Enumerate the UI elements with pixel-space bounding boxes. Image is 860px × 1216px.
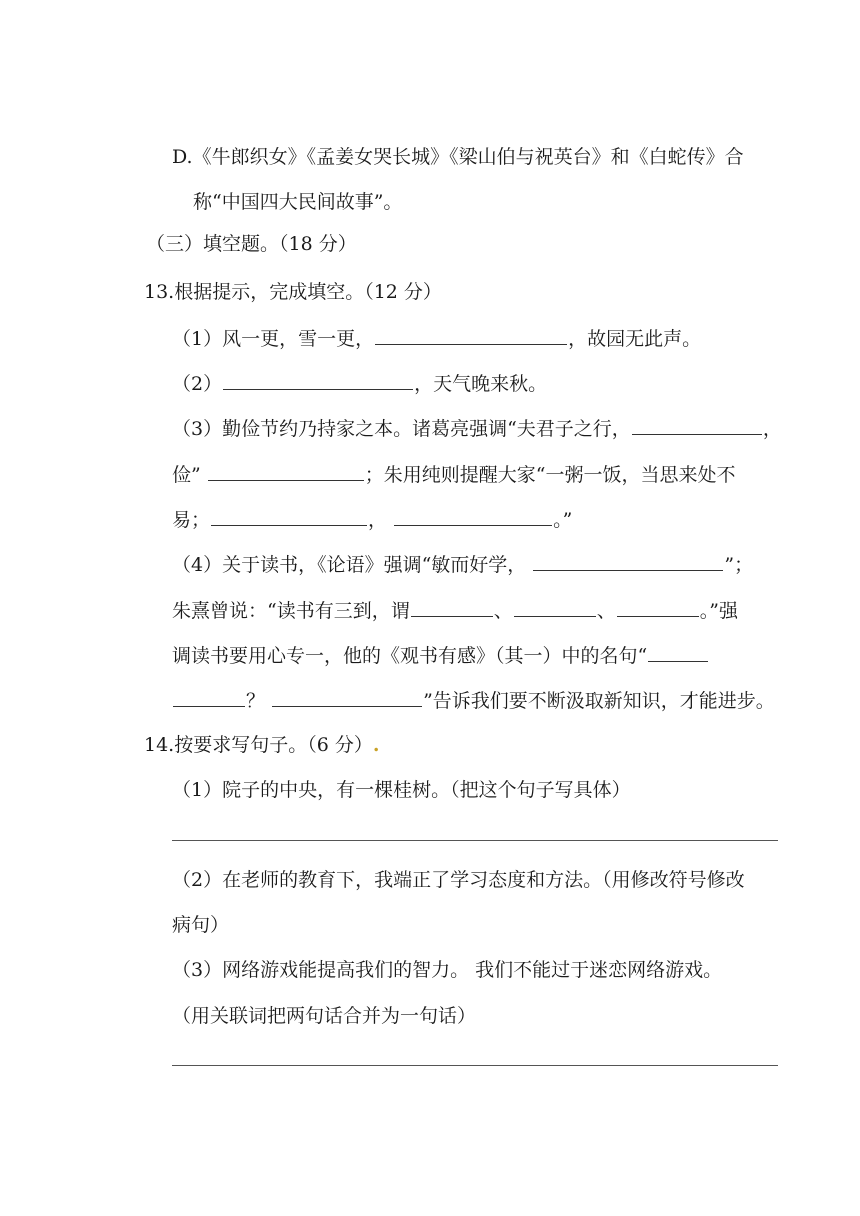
- q13-item-4-text-a: （4）关于读书，《论语》强调“敏而好学，: [172, 554, 527, 576]
- q13-item-4-line4: [172, 686, 775, 714]
- q13-item-3-text-c: 俭”: [172, 464, 201, 486]
- q13-item-3-text-f: ，: [368, 509, 388, 531]
- q13-item-2: [172, 369, 547, 397]
- q13-item-4-text-g: 调读书要用心专一，他的《观书有感》（其一）中的名句“: [172, 645, 648, 667]
- q13-item-4-blank-1[interactable]: [533, 550, 723, 571]
- q13-item-4-blank-4[interactable]: [617, 596, 699, 617]
- q13-item-3-text-a: （3）勤俭节约乃持家之本。诸葛亮强调“夫君子之行，: [172, 418, 631, 440]
- q13-item-4-text-e: 、: [596, 600, 616, 622]
- q13-item-3-line3: [172, 505, 572, 533]
- option-d-line1: D.《牛郎织女》《孟姜女哭长城》《梁山伯与祝英台》和《白蛇传》合: [172, 146, 744, 168]
- q13-item-4-blank-6[interactable]: [272, 686, 422, 707]
- q13-item-2-text-b: ，天气晚来秋。: [414, 373, 548, 395]
- q13-item-3-text-g: 。”: [553, 509, 573, 531]
- q13-item-1-blank[interactable]: [375, 324, 567, 345]
- q13-item-3-text-b: ，: [762, 418, 782, 440]
- q13-item-1-text-a: （1）风一更，雪一更，: [172, 328, 375, 350]
- q13-item-3-line1: [172, 414, 782, 442]
- decorative-dot: .: [372, 734, 380, 756]
- q14-item-1: （1）院子的中央，有一棵桂树。（把这个句子写具体）: [172, 779, 631, 801]
- q14-item-1-answer-line[interactable]: [172, 840, 778, 841]
- q13-item-3-text-e: 易；: [172, 509, 211, 531]
- q13-item-1-text-b: ，故园无此声。: [568, 328, 702, 350]
- option-d-line2: 称“中国四大民间故事”。: [193, 191, 403, 213]
- q13-item-2-blank[interactable]: [223, 369, 413, 390]
- section-heading: （三）填空题。（18 分）: [146, 233, 357, 255]
- q14-item-2-line1: （2）在老师的教育下，我端正了学习态度和方法。（用修改符号修改: [172, 869, 745, 891]
- q14-item-2-line2: 病句）: [172, 914, 230, 936]
- q13-item-4-text-i: ”告诉我们要不断汲取新知识，才能进步。: [423, 690, 775, 712]
- q13-item-4-line1: [172, 550, 753, 578]
- q13-item-3-blank-4[interactable]: [394, 505, 552, 526]
- q14-item-3-line1: （3）网络游戏能提高我们的智力。 我们不能过于迷恋网络游戏。: [172, 959, 723, 981]
- q13-item-3-blank-2[interactable]: [208, 460, 364, 481]
- q13-item-4-line2: [172, 596, 738, 624]
- q13-item-4-blank-2[interactable]: [411, 596, 493, 617]
- q13-item-4-line3: [172, 641, 709, 669]
- q13-item-4-text-h: ？: [246, 690, 266, 712]
- question-14-title-text: 14.按要求写句子。（6 分）: [144, 734, 373, 756]
- q13-item-4-text-f: 。”强: [699, 600, 738, 622]
- question-14-title: [144, 731, 379, 759]
- q14-item-3-answer-line[interactable]: [172, 1065, 778, 1066]
- q13-item-3-blank-1[interactable]: [632, 414, 762, 435]
- q13-item-4-blank-5a[interactable]: [648, 641, 708, 662]
- q13-item-2-text-a: （2）: [172, 373, 223, 395]
- q13-item-4-blank-5b[interactable]: [173, 686, 245, 707]
- q13-item-4-text-b: ”；: [724, 554, 754, 576]
- q13-item-4-text-d: 、: [493, 600, 513, 622]
- q13-item-1: [172, 324, 701, 352]
- q13-item-3-line2: [172, 460, 735, 488]
- q13-item-4-blank-3[interactable]: [514, 596, 596, 617]
- q13-item-3-blank-3[interactable]: [211, 505, 367, 526]
- q13-item-3-text-d: ；朱用纯则提醒大家“一粥一饭，当思来处不: [364, 464, 736, 486]
- q13-item-4-text-c: 朱熹曾说：“读书有三到，谓: [172, 600, 410, 622]
- question-13-title: 13.根据提示，完成填空。（12 分）: [144, 281, 442, 303]
- q14-item-3-line2: （用关联词把两句话合并为一句话）: [172, 1005, 477, 1027]
